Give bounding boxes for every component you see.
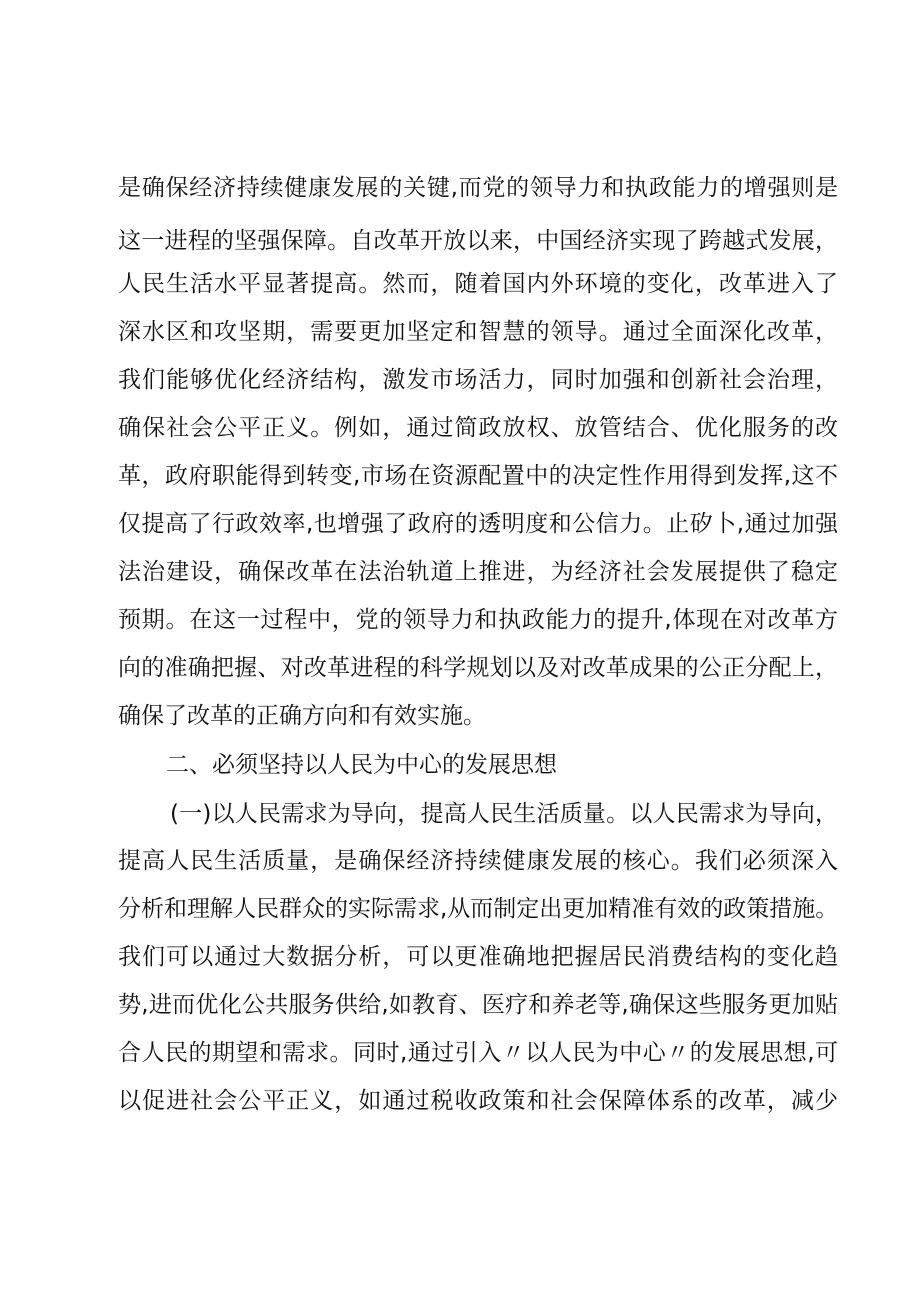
subsection-heading: (一)以人民需求为导向，提高人民生活质量。以人民需求为导向， <box>170 801 838 827</box>
paragraph-line: 合人民的期望和需求。同时,通过引入〃以人民为中心〃的发展思想,可 <box>118 1040 838 1066</box>
section-heading: 二、必须坚持以人民为中心的发展思想 <box>166 752 557 778</box>
paragraph-line: 分析和理解人民群众的实际需求,从而制定出更加精准有效的政策措施。 <box>118 896 838 922</box>
paragraph-line: 我们可以通过大数据分析，可以更准确地把握居民消费结构的变化趋 <box>118 944 838 970</box>
paragraph-line: 提高人民生活质量，是确保经济持续健康发展的核心。我们必须深入 <box>118 848 838 874</box>
paragraph-line: 确保社会公平正义。例如，通过简政放权、放管结合、优化服务的改 <box>118 415 838 441</box>
paragraph-line: 预期。在这一过程中，党的领导力和执政能力的提升,体现在对改革方 <box>118 607 838 633</box>
paragraph-line: 是确保经济持续健康发展的关键,而党的领导力和执政能力的增强则是 <box>118 175 838 201</box>
paragraph-line: 深水区和攻坚期，需要更加坚定和智慧的领导。通过全面深化改革， <box>118 319 838 345</box>
paragraph-line: 这一进程的坚强保障。自改革开放以来，中国经济实现了跨越式发展， <box>118 228 838 254</box>
paragraph-line: 以促进社会公平正义，如通过税收政策和社会保障体系的改革，减少 <box>118 1088 838 1114</box>
paragraph-line: 势,进而优化公共服务供给,如教育、医疗和养老等,确保这些服务更加贴 <box>118 992 838 1018</box>
paragraph-line: 向的准确把握、对改革进程的科学规划以及对改革成果的公正分配上， <box>118 655 838 681</box>
paragraph-line: 我们能够优化经济结构，激发市场活力，同时加强和创新社会治理， <box>118 367 838 393</box>
paragraph-line: 仅提高了行政效率,也增强了政府的透明度和公信力。止矽卜,通过加强 <box>118 511 838 537</box>
paragraph-line: 确保了改革的正确方向和有效实施。 <box>118 703 486 729</box>
paragraph-line: 法治建设，确保改革在法治轨道上推进，为经济社会发展提供了稳定 <box>118 559 838 585</box>
paragraph-line: 人民生活水平显著提高。然而，随着国内外环境的变化，改革进入了 <box>118 271 838 297</box>
paragraph-line: 革，政府职能得到转变,市场在资源配置中的决定性作用得到发挥,这不 <box>118 463 838 489</box>
